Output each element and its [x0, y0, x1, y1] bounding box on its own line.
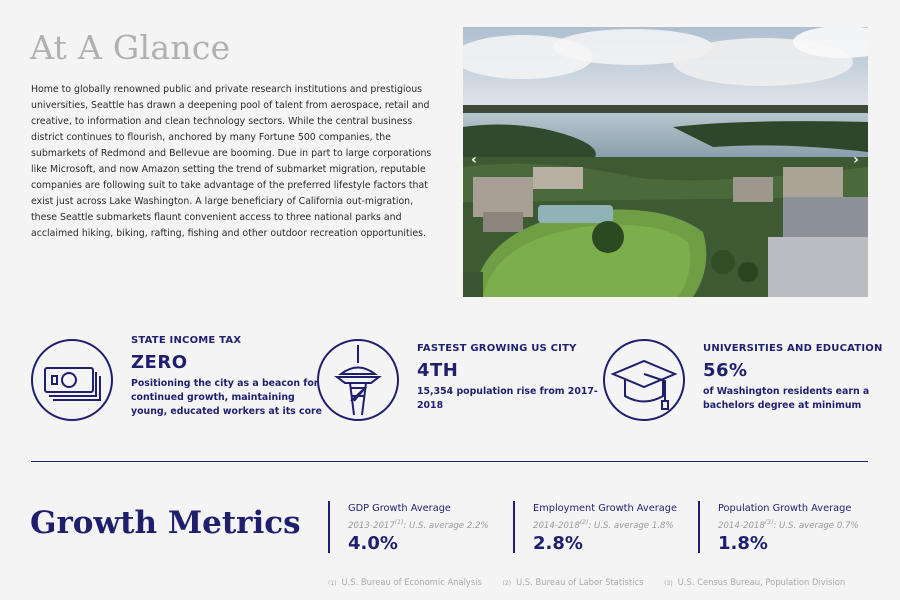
metric-title: Population Growth Average	[718, 503, 852, 514]
chevron-left-icon: ‹	[471, 152, 477, 168]
stat-description: 15,354 population rise from 2017-2018	[417, 386, 598, 411]
stat-description: of Washington residents earn a bachelors degree at minimum	[703, 386, 870, 411]
metric-subtitle: 2014-2018$^{(2)}$: U.S. average 1.8%	[533, 519, 674, 531]
carousel-next-arrow[interactable]	[848, 150, 864, 170]
metric-subtitle: 2014-2018$^{(3)}$: U.S. average 0.7%	[718, 519, 859, 531]
metric-gdp-growth	[328, 501, 489, 553]
growth-metrics-title: Growth Metrics	[30, 505, 301, 541]
graduation-cap-icon	[603, 339, 685, 421]
metric-subtitle: 2013-2017$^{(1)}$: U.S. average 2.2%	[348, 519, 489, 531]
stat-label: STATE INCOME TAX	[131, 335, 242, 346]
metric-title: Employment Growth Average	[533, 503, 678, 514]
chevron-right-icon: ›	[853, 152, 859, 168]
stat-value: 4TH	[417, 360, 459, 381]
footnote: (3) U.S. Census Bureau, Population Division	[664, 577, 846, 587]
footnotes	[328, 577, 863, 587]
stat-label: UNIVERSITIES AND EDUCATION	[703, 343, 883, 354]
stat-value: 56%	[703, 360, 748, 381]
metric-population-growth	[698, 501, 859, 553]
space-needle-icon	[317, 339, 399, 421]
metric-title: GDP Growth Average	[348, 503, 451, 514]
page-title: At A Glance	[30, 28, 231, 67]
footnote: (1) U.S. Bureau of Economic Analysis	[328, 577, 482, 587]
money-icon	[31, 339, 113, 421]
metric-value: 4.0%	[348, 532, 398, 554]
metric-value: 2.8%	[533, 532, 583, 554]
carousel-prev-arrow[interactable]	[466, 150, 482, 170]
metric-employment-growth	[513, 501, 677, 553]
intro-paragraph: Home to globally renowned public and private research institutions and prestigious universities, Seattle has drawn a deepening pool of talent from aerospace, retail and creative, to information and clean technology sectors. While the central business district continues to flourish, anchored by many Fortune 500 companies, the submarkets of Redmond and Bellevue are booming. Due in part to large corporations like Microsoft, and now Amazon setting the trend of submarket migration, reputable companies are following suit to take advantage of the preferred lifestyle factors that exist just across Lake Washington. A large beneficiary of California out-migration, these Seattle submarkets flaunt convenient access to three national parks and acclaimed hiking, biking, rafting, fishing and other outdoor recreation opportunities.	[31, 84, 432, 239]
footnote: (2) U.S. Bureau of Labor Statistics	[502, 577, 644, 587]
stat-value: ZERO	[131, 352, 188, 373]
stat-description: Positioning the city as a beacon for continued growth, maintaining young, educated workers at its core	[131, 378, 323, 417]
section-divider	[31, 461, 868, 462]
metric-value: 1.8%	[718, 532, 768, 554]
aerial-photo	[463, 27, 868, 297]
stat-label: FASTEST GROWING US CITY	[417, 343, 577, 354]
